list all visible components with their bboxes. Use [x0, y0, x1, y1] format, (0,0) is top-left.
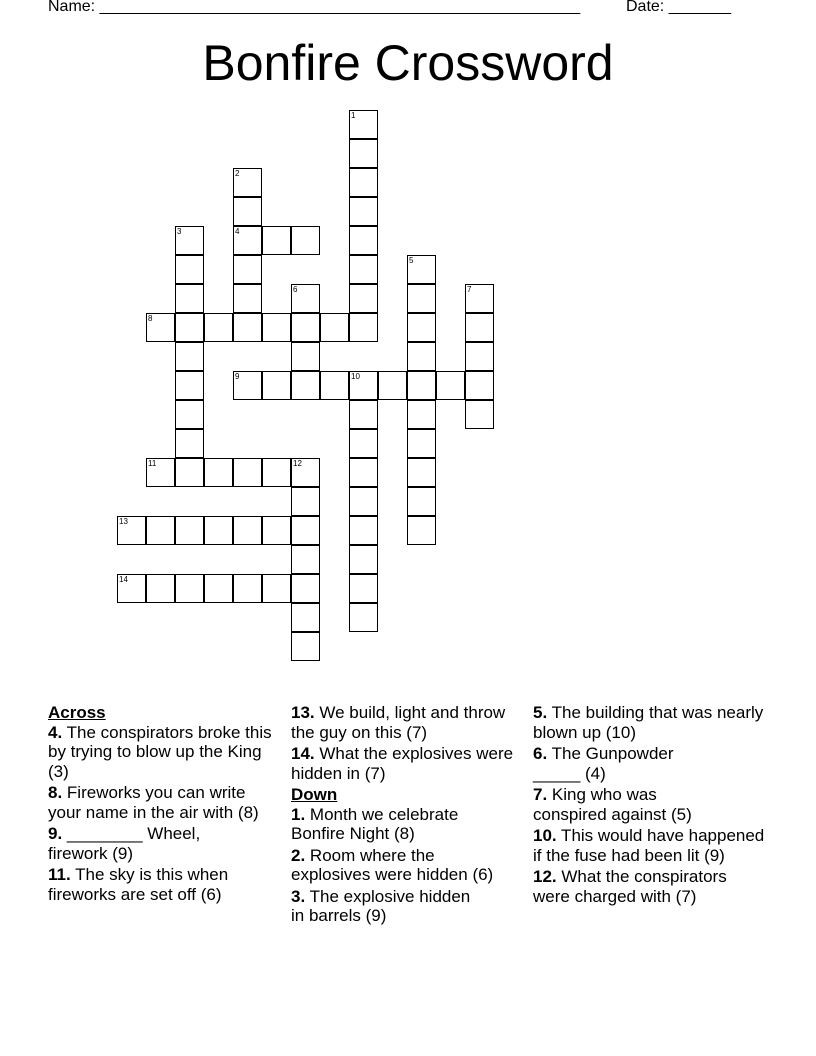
clue-column-1 — [48, 703, 283, 906]
grid-cell[interactable] — [349, 545, 378, 574]
grid-cell[interactable] — [175, 574, 204, 603]
clue-number: 2 — [235, 169, 240, 178]
clue-across-8: 8. Fireworks you can write your name in the air with (8) — [48, 783, 259, 822]
clue-down-2: 2. Room where the explosives were hidden (6) — [291, 845, 494, 884]
grid-cell[interactable] — [465, 371, 494, 400]
clue-number: 8 — [148, 314, 153, 323]
grid-cell[interactable] — [378, 371, 407, 400]
clue-across-11: 11. The sky is this when fireworks are set off (6) — [48, 865, 229, 904]
grid-cell[interactable] — [204, 574, 233, 603]
grid-cell[interactable] — [407, 284, 436, 313]
grid-cell[interactable] — [291, 603, 320, 632]
grid-cell[interactable] — [262, 574, 291, 603]
grid-cell[interactable] — [233, 284, 262, 313]
grid-cell[interactable] — [146, 458, 175, 487]
grid-cell[interactable] — [233, 516, 262, 545]
grid-cell[interactable] — [291, 226, 320, 255]
clue-number: 6 — [293, 285, 298, 294]
grid-cell[interactable] — [407, 429, 436, 458]
grid-cell[interactable] — [349, 371, 378, 400]
clue-down-1: 1. Month we celebrate Bonfire Night (8) — [291, 804, 459, 843]
grid-cell[interactable] — [175, 226, 204, 255]
grid-cell[interactable] — [349, 284, 378, 313]
clue-number: 11 — [148, 459, 157, 468]
clue-number: 9 — [235, 372, 240, 381]
grid-cell[interactable] — [291, 342, 320, 371]
grid-cell[interactable] — [349, 197, 378, 226]
clue-column-3 — [533, 703, 768, 908]
grid-cell[interactable] — [262, 516, 291, 545]
grid-cell[interactable] — [407, 400, 436, 429]
grid-cell[interactable] — [349, 313, 378, 342]
clue-number: 4 — [235, 227, 240, 236]
header — [48, 0, 731, 16]
grid-cell[interactable] — [233, 226, 262, 255]
grid-cell[interactable] — [320, 313, 349, 342]
grid-cell[interactable] — [349, 110, 378, 139]
grid-cell[interactable] — [291, 458, 320, 487]
clue-across-14: 14. What the explosives were hidden in (7) — [291, 744, 514, 783]
grid-cell[interactable] — [175, 400, 204, 429]
down-heading: Down — [291, 785, 338, 804]
clue-number: 14 — [119, 575, 128, 584]
clue-number: 1 — [351, 111, 356, 120]
clue-number: 13 — [119, 517, 128, 526]
grid-cell[interactable] — [175, 284, 204, 313]
grid-cell[interactable] — [233, 458, 262, 487]
grid-cell[interactable] — [233, 255, 262, 284]
grid-cell[interactable] — [204, 516, 233, 545]
grid-cell[interactable] — [175, 342, 204, 371]
grid-cell[interactable] — [146, 516, 175, 545]
grid-cell[interactable] — [349, 487, 378, 516]
grid-cell[interactable] — [407, 255, 436, 284]
grid-cell[interactable] — [233, 313, 262, 342]
grid-cell[interactable] — [349, 255, 378, 284]
grid-cell[interactable] — [349, 168, 378, 197]
across-heading: Across — [48, 703, 106, 722]
grid-cell[interactable] — [233, 574, 262, 603]
grid-cell[interactable] — [175, 371, 204, 400]
grid-cell[interactable] — [117, 574, 146, 603]
clue-number: 3 — [177, 227, 182, 236]
clue-number: 10 — [351, 372, 360, 381]
grid-cell[interactable] — [233, 168, 262, 197]
grid-cell[interactable] — [465, 342, 494, 371]
grid-cell[interactable] — [291, 632, 320, 661]
grid-cell[interactable] — [146, 574, 175, 603]
grid-cell[interactable] — [407, 371, 436, 400]
grid-cell[interactable] — [349, 516, 378, 545]
grid-cell[interactable] — [465, 284, 494, 313]
grid-cell[interactable] — [291, 371, 320, 400]
grid-cell[interactable] — [233, 197, 262, 226]
grid-cell[interactable] — [465, 313, 494, 342]
clue-number: 5 — [409, 256, 414, 265]
grid-cell[interactable] — [320, 371, 349, 400]
date-field[interactable]: Date: _______ — [626, 0, 731, 15]
clue-down-7: 7. King who was conspired against (5) — [533, 785, 692, 824]
grid-cell[interactable] — [262, 371, 291, 400]
grid-cell[interactable] — [291, 313, 320, 342]
grid-cell[interactable] — [175, 313, 204, 342]
grid-cell[interactable] — [233, 371, 262, 400]
grid-cell[interactable] — [349, 603, 378, 632]
grid-cell[interactable] — [146, 313, 175, 342]
clue-down-3: 3. The explosive hidden in barrels (9) — [291, 886, 471, 925]
grid-cell[interactable] — [291, 487, 320, 516]
grid-cell[interactable] — [291, 516, 320, 545]
clue-down-6: 6. The Gunpowder _____ (4) — [533, 744, 674, 783]
clue-down-5: 5. The building that was nearly blown up (10) — [533, 703, 764, 742]
clue-across-13: 13. We build, light and throw the guy on this (7) — [291, 703, 506, 742]
grid-cell[interactable] — [349, 574, 378, 603]
name-field[interactable]: Name: ______________________________________________________ — [48, 0, 581, 15]
grid-cell[interactable] — [436, 371, 465, 400]
grid-cell[interactable] — [349, 429, 378, 458]
grid-cell[interactable] — [291, 545, 320, 574]
grid-cell[interactable] — [291, 574, 320, 603]
clue-number: 12 — [293, 459, 302, 468]
clue-across-9: 9. ________ Wheel, firework (9) — [48, 824, 201, 863]
grid-cell[interactable] — [262, 458, 291, 487]
grid-cell[interactable] — [291, 284, 320, 313]
grid-cell[interactable] — [175, 429, 204, 458]
grid-cell[interactable] — [117, 516, 146, 545]
grid-cell[interactable] — [349, 400, 378, 429]
clue-across-4: 4. The conspirators broke this by trying to blow up the King (3) — [48, 722, 272, 781]
grid-cell[interactable] — [349, 139, 378, 168]
grid-cell[interactable] — [349, 458, 378, 487]
grid-cell[interactable] — [204, 313, 233, 342]
page-title: Bonfire Crossword — [202, 35, 614, 91]
grid-cell[interactable] — [407, 487, 436, 516]
grid-cell[interactable] — [407, 342, 436, 371]
grid-cell[interactable] — [407, 313, 436, 342]
clue-number: 7 — [467, 285, 472, 294]
grid-cell[interactable] — [407, 458, 436, 487]
grid-cell[interactable] — [349, 226, 378, 255]
grid-cell[interactable] — [262, 226, 291, 255]
clue-column-2 — [291, 703, 516, 928]
grid-cell[interactable] — [465, 400, 494, 429]
grid-cell[interactable] — [175, 516, 204, 545]
clue-down-10: 10. This would have happened if the fuse had been lit (9) — [533, 826, 765, 865]
grid-cell[interactable] — [175, 458, 204, 487]
grid-cell[interactable] — [175, 255, 204, 284]
grid-cell[interactable] — [204, 458, 233, 487]
grid-cell[interactable] — [407, 516, 436, 545]
clue-down-12: 12. What the conspirators were charged with (7) — [533, 867, 727, 906]
grid-cell[interactable] — [262, 313, 291, 342]
